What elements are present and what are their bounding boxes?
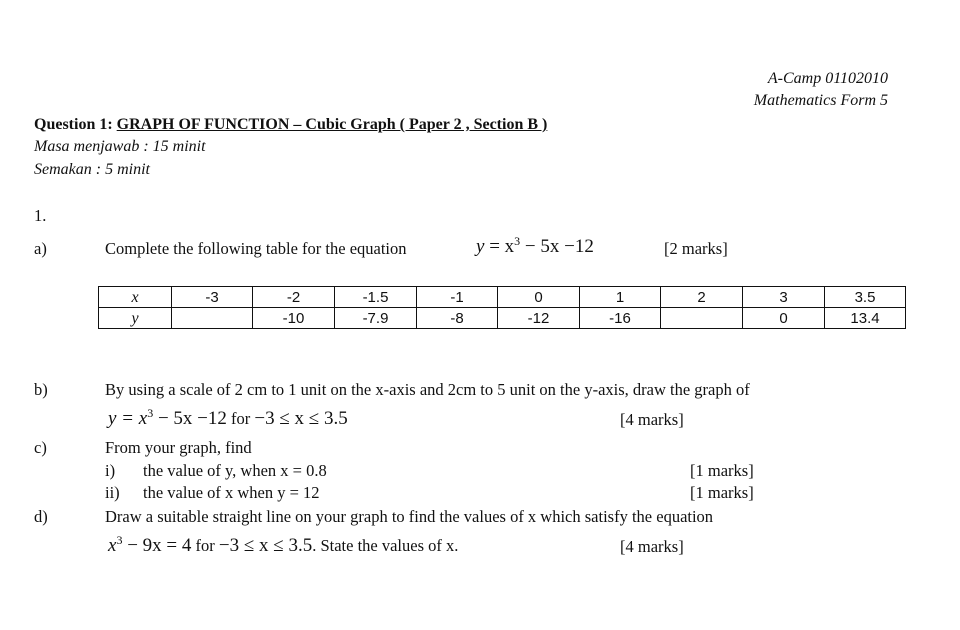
- part-c-label: c): [34, 438, 47, 457]
- eq-a-exp: 3: [514, 234, 521, 248]
- part-a-text: Complete the following table for the equation: [105, 239, 407, 258]
- table-cell: 2: [661, 287, 743, 308]
- table-cell: -1.5: [335, 287, 417, 308]
- part-b-text: By using a scale of 2 cm to 1 unit on the x-axis and 2cm to 5 unit on the y-axis, draw the graph of: [105, 380, 750, 399]
- eq-b-range: −3 ≤ x ≤ 3.5: [254, 408, 348, 429]
- question-topic: GRAPH OF FUNCTION – Cubic Graph ( Paper 2 , Section B ): [116, 116, 548, 133]
- question-title: [34, 116, 547, 134]
- answer-time: Masa menjawab : 15 minit: [34, 138, 206, 155]
- table-cell: 13.4: [825, 308, 906, 329]
- eq-d-tail: . State the values of x.: [312, 536, 459, 555]
- part-d-text: Draw a suitable straight line on your graph to find the values of x which satisfy the equation: [105, 507, 714, 526]
- eq-a-lhs: y: [476, 236, 485, 257]
- table-cell: 1: [580, 287, 661, 308]
- part-d-equation: [108, 533, 458, 557]
- table-cell: 3.5: [825, 287, 906, 308]
- table-header-y: y: [99, 308, 172, 329]
- table-cell: -12: [498, 308, 580, 329]
- table-cell: -7.9: [335, 308, 417, 329]
- table-cell: -8: [417, 308, 498, 329]
- question-number: 1.: [34, 206, 47, 225]
- eq-a-rest: − 5x −12: [520, 236, 594, 257]
- table-row-x: [99, 287, 906, 308]
- part-c-i-label: i): [105, 461, 116, 480]
- eq-b-for: for: [226, 409, 255, 428]
- eq-d-for: for: [191, 536, 219, 555]
- part-b-equation: [108, 406, 348, 430]
- value-table: [98, 286, 906, 329]
- table-cell: 3: [743, 287, 825, 308]
- part-b-marks: [4 marks]: [620, 410, 684, 429]
- check-time: Semakan : 5 minit: [34, 161, 150, 178]
- table-cell: -2: [253, 287, 335, 308]
- eq-a-mid: = x: [484, 236, 515, 257]
- part-a-equation: [476, 234, 594, 258]
- eq-d-exp: 3: [116, 533, 123, 547]
- part-c-text: From your graph, find: [105, 438, 252, 457]
- part-a-marks: [2 marks]: [664, 239, 728, 258]
- part-d-marks: [4 marks]: [620, 537, 684, 556]
- part-c-ii-label: ii): [105, 483, 120, 502]
- table-cell: [172, 308, 253, 329]
- part-c-ii-text: the value of x when y = 12: [143, 483, 320, 502]
- table-cell: 0: [498, 287, 580, 308]
- table-cell: [661, 308, 743, 329]
- eq-d-a: x: [108, 535, 117, 556]
- part-c-ii-marks: [1 marks]: [690, 483, 754, 502]
- table-cell: -3: [172, 287, 253, 308]
- eq-d-b: − 9x = 4: [122, 535, 192, 556]
- eq-d-range: −3 ≤ x ≤ 3.5: [218, 535, 313, 556]
- part-c-i-text: the value of y, when x = 0.8: [143, 461, 327, 480]
- table-cell: -10: [253, 308, 335, 329]
- part-d-label: d): [34, 507, 48, 526]
- eq-b-a: y = x: [108, 408, 148, 429]
- part-c-i-marks: [1 marks]: [690, 461, 754, 480]
- table-cell: -1: [417, 287, 498, 308]
- header-code: A-Camp 01102010: [767, 70, 888, 87]
- part-a-label: a): [34, 239, 47, 258]
- table-cell: 0: [743, 308, 825, 329]
- header-subject: Mathematics Form 5: [753, 92, 888, 109]
- eq-b-exp: 3: [147, 406, 154, 420]
- table-row-y: [99, 308, 906, 329]
- table-header-x: x: [99, 287, 172, 308]
- part-b-label: b): [34, 380, 48, 399]
- question-prefix: Question 1:: [34, 116, 113, 133]
- table-cell: -16: [580, 308, 661, 329]
- eq-b-b: − 5x −12: [153, 408, 227, 429]
